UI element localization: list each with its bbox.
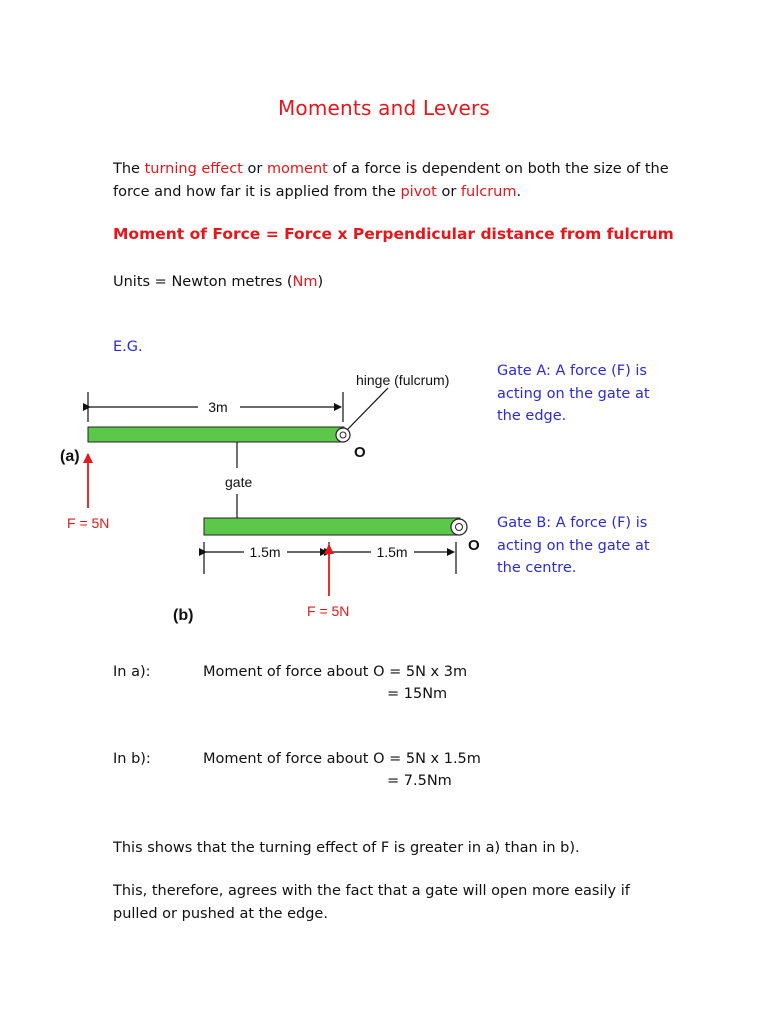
pivot-b-label: O bbox=[468, 537, 480, 554]
units-line bbox=[113, 274, 323, 290]
pivot-a-label: O bbox=[354, 444, 366, 461]
gate-label: gate bbox=[225, 474, 253, 490]
conclusion-2: This, therefore, agrees with the fact that a gate will open more easily if pulled or pushed at the edge. bbox=[113, 883, 630, 922]
example-label: E.G. bbox=[113, 339, 143, 355]
force-a-label: F = 5N bbox=[67, 515, 110, 531]
page-title: Moments and Levers bbox=[277, 96, 491, 120]
calc-a-line1: Moment of force about O = 5N x 3m bbox=[203, 664, 468, 680]
term-pivot: pivot bbox=[400, 183, 437, 200]
gate-a-bar bbox=[88, 427, 344, 442]
hinge-a-inner bbox=[340, 432, 346, 438]
force-b-label: F = 5N bbox=[307, 603, 350, 619]
units-prefix: Units = Newton metres ( bbox=[113, 274, 293, 290]
gate-diagram bbox=[60, 360, 490, 625]
intro-text-5: . bbox=[516, 183, 522, 200]
conclusion-1: This shows that the turning effect of F is greater in a) than in b). bbox=[113, 840, 580, 856]
calc-b-result: = 7.5Nm bbox=[387, 773, 452, 789]
calc-a-label: In a): bbox=[113, 664, 151, 680]
diagram-a-label: (a) bbox=[60, 448, 80, 465]
hinge-pointer-line bbox=[346, 388, 388, 431]
term-fulcrum: fulcrum bbox=[460, 183, 517, 200]
gate-b-bar bbox=[204, 518, 460, 535]
calc-a-result: = 15Nm bbox=[387, 686, 448, 702]
intro-text-1: The bbox=[113, 161, 145, 177]
moment-formula: Moment of Force = Force x Perpendicular distance from fulcrum bbox=[113, 225, 674, 243]
intro-text-4: or bbox=[436, 183, 461, 200]
units-suffix: ) bbox=[317, 274, 324, 290]
intro-paragraph bbox=[113, 158, 673, 203]
intro-text-3: of a force is dependent on both the size of the force and how far it is applied from the bbox=[113, 161, 669, 200]
gate-a-note: Gate A: A force (F) is acting on the gate at the edge. bbox=[497, 363, 650, 424]
units-unit: Nm bbox=[292, 274, 318, 290]
dim-label-b1: 1.5m bbox=[249, 544, 281, 560]
dim-label-a: 3m bbox=[208, 399, 228, 415]
calc-b-line1: Moment of force about O = 5N x 1.5m bbox=[203, 751, 481, 767]
gate-b-note: Gate B: A force (F) is acting on the gate at the centre. bbox=[497, 515, 650, 576]
dim-label-b2: 1.5m bbox=[376, 544, 408, 560]
calc-b-label: In b): bbox=[113, 751, 151, 767]
hinge-b-inner bbox=[456, 524, 463, 531]
term-moment: moment bbox=[266, 161, 328, 177]
diagram-b-label: (b) bbox=[173, 607, 194, 624]
intro-text-2: or bbox=[242, 161, 267, 177]
hinge-label: hinge (fulcrum) bbox=[356, 372, 450, 388]
term-turning-effect: turning effect bbox=[144, 161, 243, 177]
